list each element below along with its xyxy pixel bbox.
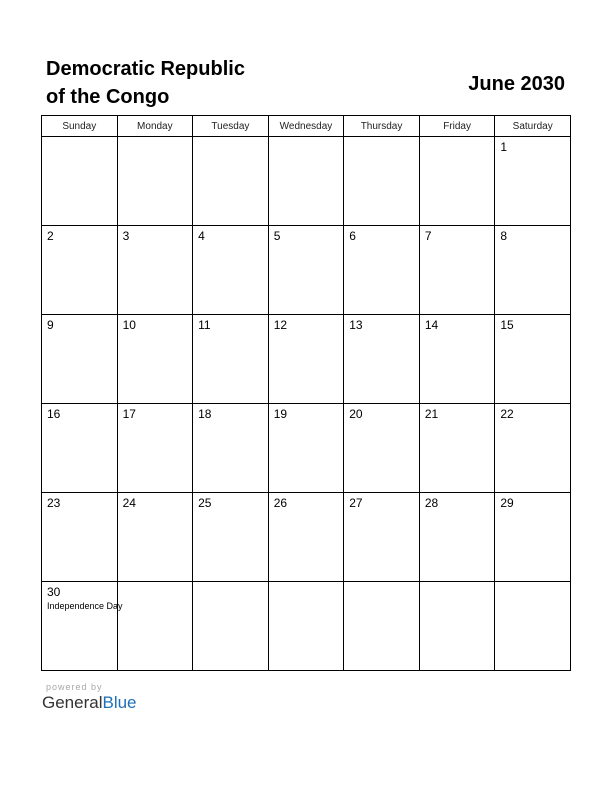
day-number: 14 — [424, 318, 439, 332]
calendar-week-row — [42, 226, 571, 315]
day-number: 8 — [500, 229, 508, 243]
day-cell — [419, 404, 495, 493]
day-number: 17 — [122, 407, 136, 421]
day-number: 7 — [424, 229, 432, 243]
day-number: 9 — [47, 318, 54, 332]
day-number: 27 — [349, 496, 363, 510]
day-cell — [419, 493, 495, 582]
day-cell — [117, 226, 193, 315]
day-number: 3 — [122, 229, 130, 243]
empty-day-cell — [42, 137, 118, 226]
calendar-week-row — [42, 137, 571, 226]
logo-text-general: General — [42, 693, 103, 712]
logo-text-blue: Blue — [102, 693, 137, 712]
weekday-header-monday: Monday — [117, 116, 193, 137]
day-cell — [495, 226, 571, 315]
day-cell — [42, 315, 118, 404]
day-cell — [344, 226, 420, 315]
weekday-header-thursday: Thursday — [344, 116, 420, 137]
day-number: 24 — [122, 496, 136, 510]
day-cell — [495, 404, 571, 493]
day-cell — [268, 493, 344, 582]
day-cell — [42, 226, 118, 315]
day-cell — [193, 404, 269, 493]
day-number: 28 — [424, 496, 439, 510]
day-cell — [193, 493, 269, 582]
calendar-week-row — [42, 404, 571, 493]
day-cell — [419, 226, 495, 315]
day-number: 21 — [424, 407, 439, 421]
empty-day-cell — [117, 582, 193, 671]
day-number: 6 — [349, 229, 356, 243]
weekday-header-saturday: Saturday — [495, 116, 571, 137]
calendar-grid — [41, 115, 571, 671]
day-number: 22 — [500, 407, 514, 421]
day-cell — [344, 404, 420, 493]
weekday-header-row — [42, 116, 571, 137]
empty-day-cell — [193, 137, 269, 226]
day-cell — [495, 493, 571, 582]
empty-day-cell — [268, 582, 344, 671]
day-number: 25 — [198, 496, 212, 510]
holiday-label: Independence Day — [47, 601, 123, 611]
day-cell — [268, 226, 344, 315]
empty-day-cell — [268, 137, 344, 226]
day-number: 20 — [349, 407, 363, 421]
calendar-title — [46, 55, 346, 111]
day-number: 5 — [273, 229, 281, 243]
empty-day-cell — [193, 582, 269, 671]
day-cell — [117, 404, 193, 493]
day-cell — [117, 315, 193, 404]
day-cell — [268, 315, 344, 404]
day-cell — [495, 315, 571, 404]
day-number: 11 — [198, 318, 211, 332]
day-number: 1 — [500, 140, 508, 154]
empty-day-cell — [495, 582, 571, 671]
day-number: 12 — [273, 318, 288, 332]
day-number: 16 — [47, 407, 61, 421]
day-cell — [344, 493, 420, 582]
weekday-header-sunday: Sunday — [42, 116, 118, 137]
calendar-body — [42, 137, 571, 671]
empty-day-cell — [344, 582, 420, 671]
day-number: 23 — [47, 496, 61, 510]
empty-day-cell — [117, 137, 193, 226]
day-cell — [42, 493, 118, 582]
day-cell — [193, 315, 269, 404]
day-number: 2 — [47, 229, 54, 243]
calendar-week-row — [42, 315, 571, 404]
weekday-header-wednesday: Wednesday — [268, 116, 344, 137]
day-cell — [268, 404, 344, 493]
day-number: 26 — [273, 496, 288, 510]
calendar-week-row — [42, 582, 571, 671]
day-number: 4 — [198, 229, 205, 243]
day-number: 15 — [500, 318, 514, 332]
day-number: 19 — [273, 407, 288, 421]
day-number: 30 — [47, 585, 61, 599]
day-number: 29 — [500, 496, 514, 510]
calendar-week-row — [42, 493, 571, 582]
country-name-line-1: Democratic Republic — [46, 58, 245, 80]
day-cell — [419, 315, 495, 404]
day-cell — [344, 315, 420, 404]
empty-day-cell — [419, 137, 495, 226]
day-number: 13 — [349, 318, 363, 332]
empty-day-cell — [419, 582, 495, 671]
day-cell — [495, 137, 571, 226]
empty-day-cell — [344, 137, 420, 226]
month-year-heading: June 2030 — [468, 73, 565, 95]
day-cell — [42, 582, 123, 671]
weekday-header-friday: Friday — [419, 116, 495, 137]
weekday-header-tuesday: Tuesday — [193, 116, 269, 137]
day-cell — [193, 226, 269, 315]
day-number: 10 — [122, 318, 136, 332]
day-cell — [42, 404, 118, 493]
generalblue-logo — [42, 693, 137, 713]
powered-by-label: powered by — [46, 682, 103, 692]
day-number: 18 — [198, 407, 212, 421]
country-name-line-2: of the Congo — [46, 86, 170, 108]
day-cell — [117, 493, 193, 582]
